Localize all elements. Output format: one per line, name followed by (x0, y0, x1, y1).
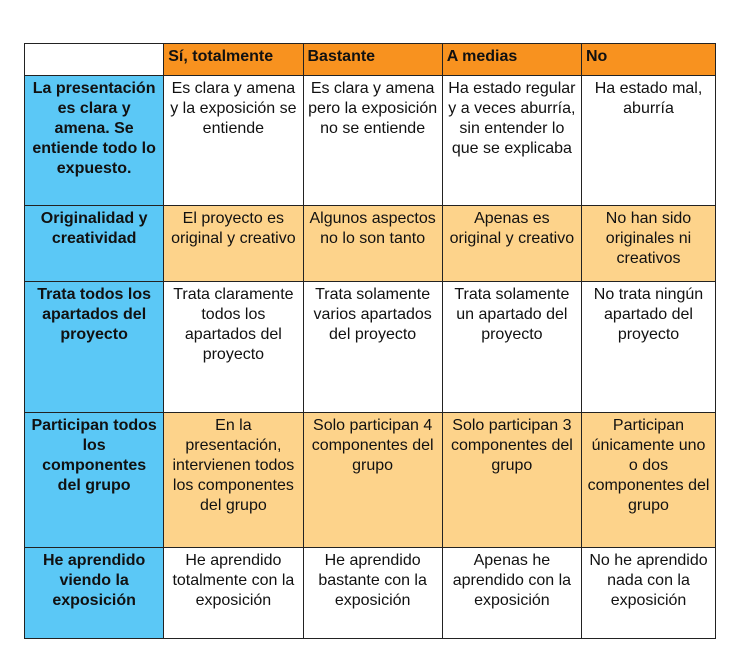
rubric-cell: No he aprendido nada con la exposición (582, 548, 716, 639)
rubric-cell: En la presentación, intervienen todos los componentes del grupo (164, 413, 303, 548)
criterion-cell: Participan todos los componentes del grupo (25, 413, 164, 548)
table-row (25, 206, 716, 282)
rubric-cell: El proyecto es original y creativo (164, 206, 303, 282)
rubric-cell: Es clara y amena y la exposición se entiende (164, 76, 303, 206)
rubric-cell: Trata solamente un apartado del proyecto (442, 282, 581, 413)
column-header-a-medias: A medias (442, 44, 581, 76)
rubric-cell: He aprendido totalmente con la exposición (164, 548, 303, 639)
rubric-table (24, 43, 716, 639)
rubric-cell: He aprendido bastante con la exposición (303, 548, 442, 639)
rubric-cell: Ha estado regular y a veces aburría, sin entender lo que se explicaba (442, 76, 581, 206)
column-header-bastante: Bastante (303, 44, 442, 76)
criterion-cell: Trata todos los apartados del proyecto (25, 282, 164, 413)
table-row (25, 76, 716, 206)
rubric-cell: Solo participan 3 componentes del grupo (442, 413, 581, 548)
rubric-cell: Algunos aspectos no lo son tanto (303, 206, 442, 282)
rubric-cell: No han sido originales ni creativos (582, 206, 716, 282)
corner-cell (25, 44, 164, 76)
rubric-cell: Trata claramente todos los apartados del proyecto (164, 282, 303, 413)
rubric-cell: Apenas es original y creativo (442, 206, 581, 282)
rubric-cell: Solo participan 4 componentes del grupo (303, 413, 442, 548)
rubric-cell: No trata ningún apartado del proyecto (582, 282, 716, 413)
column-header-no: No (582, 44, 716, 76)
criterion-cell: Originalidad y creatividad (25, 206, 164, 282)
rubric-cell: Trata solamente varios apartados del proyecto (303, 282, 442, 413)
table-row (25, 413, 716, 548)
criterion-cell: He aprendido viendo la exposición (25, 548, 164, 639)
column-header-si-totalmente: Sí, totalmente (164, 44, 303, 76)
rubric-cell: Es clara y amena pero la exposición no se entiende (303, 76, 442, 206)
rubric-cell: Apenas he aprendido con la exposición (442, 548, 581, 639)
header-row (25, 44, 716, 76)
table-row (25, 282, 716, 413)
criterion-cell: La presentación es clara y amena. Se entiende todo lo expuesto. (25, 76, 164, 206)
rubric-cell: Ha estado mal, aburría (582, 76, 716, 206)
rubric-cell: Participan únicamente uno o dos componentes del grupo (582, 413, 716, 548)
table-row (25, 548, 716, 639)
